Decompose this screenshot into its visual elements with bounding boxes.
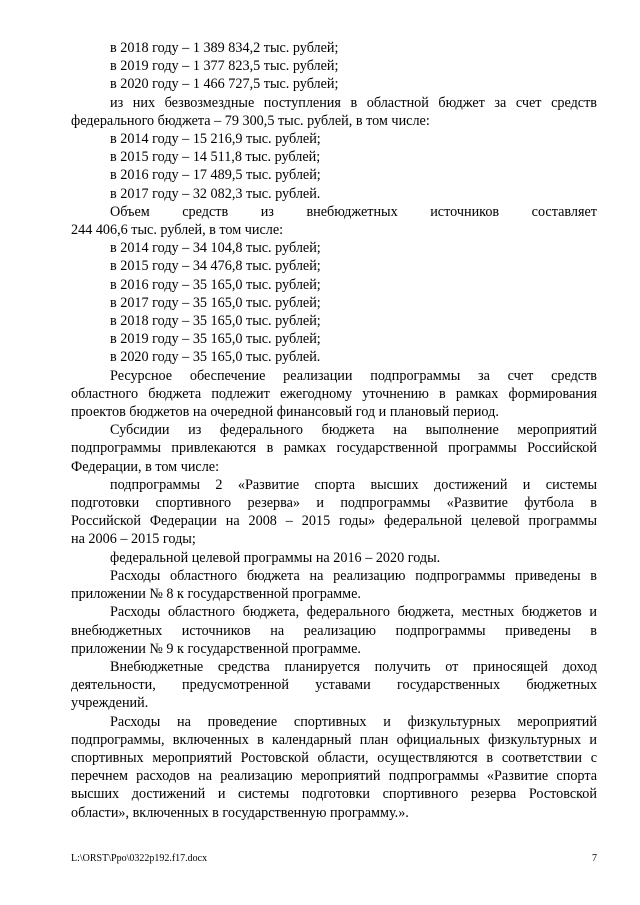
text-line: приложении № 8 к государственной программе.	[71, 586, 361, 603]
text-line: учреждений.	[71, 695, 149, 712]
text-line: в 2017 году – 32 082,3 тыс. рублей.	[110, 185, 321, 202]
text-line: в 2019 году – 35 165,0 тыс. рублей;	[110, 331, 321, 348]
text-line: подпрограммы привлекаются в рамках государственной программы Российской	[71, 440, 597, 457]
text-line: приложении № 9 к государственной программе.	[71, 640, 361, 657]
text-line: в 2014 году – 34 104,8 тыс. рублей;	[110, 240, 321, 257]
footer-file-path: L:\ORST\Ppo\0322p192.f17.docx	[71, 853, 208, 864]
text-line: в 2015 году – 14 511,8 тыс. рублей;	[110, 149, 321, 166]
text-line: Федерации, в том числе:	[71, 458, 220, 475]
text-line: из них безвозмездные поступления в областной бюджет за счет средств	[110, 94, 597, 111]
text-line: в 2019 году – 1 377 823,5 тыс. рублей;	[110, 58, 339, 75]
text-line: в 2016 году – 17 489,5 тыс. рублей;	[110, 167, 321, 184]
text-line: в 2018 году – 1 389 834,2 тыс. рублей;	[110, 40, 339, 56]
text-line: в 2018 году – 35 165,0 тыс. рублей;	[110, 313, 321, 330]
text-line: подпрограммы, включенных в календарный план официальных физкультурных и	[71, 731, 597, 748]
text-line: Расходы областного бюджета на реализацию подпрограммы приведены в	[110, 567, 597, 584]
text-line: федеральной целевой программы на 2016 – 2020 годы.	[110, 549, 441, 566]
text-line: 244 406,6 тыс. рублей, в том числе:	[71, 222, 284, 239]
text-line: Российской Федерации на 2008 – 2015 годы» федеральной целевой программы	[71, 513, 597, 530]
text-line: областного бюджета подлежит ежегодному уточнению в рамках формирования	[71, 385, 597, 402]
text-line: в 2014 году – 15 216,9 тыс. рублей;	[110, 131, 321, 148]
text-line: области», включенных в государственную программу.».	[71, 804, 409, 821]
text-line: федерального бюджета – 79 300,5 тыс. рублей, в том числе:	[71, 112, 430, 129]
text-line: в 2020 году – 35 165,0 тыс. рублей.	[110, 349, 321, 366]
text-line: в 2016 году – 35 165,0 тыс. рублей;	[110, 276, 321, 293]
document-body	[71, 39, 597, 822]
text-line: перечнем расходов на реализацию мероприятий подпрограммы «Развитие спорта	[71, 768, 597, 785]
text-line: Внебюджетные средства планируется получить от приносящей доход	[110, 658, 597, 675]
text-line: Ресурсное обеспечение реализации подпрограммы за счет средств	[110, 367, 597, 384]
text-line: в 2015 году – 34 476,8 тыс. рублей;	[110, 258, 321, 275]
text-line: высших достижений и системы подготовки спортивного резерва Ростовской	[71, 786, 597, 803]
text-line: проектов бюджетов на очередной финансовый год и плановый период.	[71, 404, 499, 421]
page-number: 7	[592, 853, 597, 864]
text-line: Расходы областного бюджета, федерального бюджета, местных бюджетов и	[110, 604, 597, 621]
text-line: Объем средств из внебюджетных источников составляет	[110, 203, 597, 220]
text-line: спортивных мероприятий Ростовской области, осуществляются в соответствии с	[71, 749, 597, 766]
text-line: внебюджетных источников на реализацию подпрограммы приведены в	[71, 622, 597, 639]
text-line: Субсидии из федерального бюджета на выполнение мероприятий	[110, 422, 597, 439]
text-line: Расходы на проведение спортивных и физкультурных мероприятий	[110, 713, 597, 730]
text-line: в 2020 году – 1 466 727,5 тыс. рублей;	[110, 76, 339, 93]
text-line: на 2006 – 2015 годы;	[71, 531, 196, 548]
text-line: подпрограммы 2 «Развитие спорта высших достижений и системы	[110, 476, 597, 493]
text-line: в 2017 году – 35 165,0 тыс. рублей;	[110, 294, 321, 311]
text-line: деятельности, предусмотренной уставами государственных бюджетных	[71, 677, 597, 694]
text-line: подготовки спортивного резерва» и подпрограммы «Развитие футбола в	[71, 495, 597, 512]
